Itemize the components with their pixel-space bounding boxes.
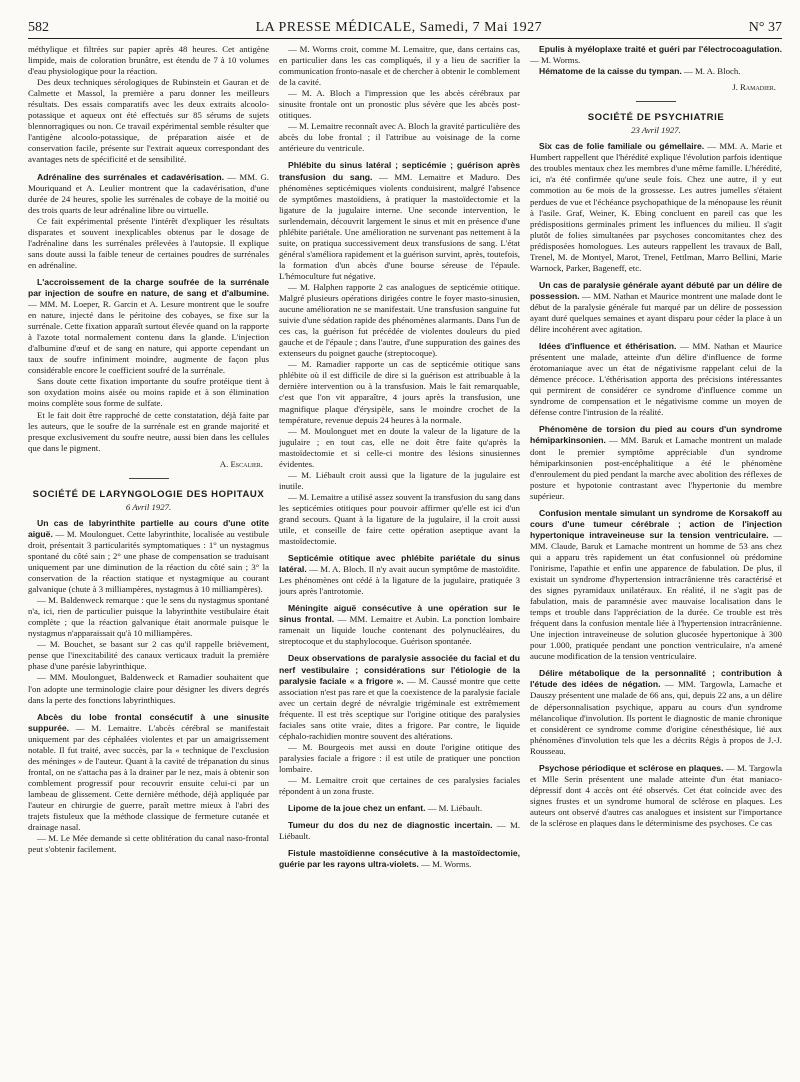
paragraph: — M. A. Bloch a l'impression que les abcès cérébraux par sinusite frontale ont un pronostic plus sévère que les abcès post-otitiques. (279, 88, 520, 121)
paragraph: Psychose périodique et sclérose en plaques. — M. Targowla et Mlle Serin présentent une malade atteinte d'un état maniaco-dépressif dont 4 accès ont été observés. Cet état coïncide avec des signes frustes et un syndrome humoral de sclérose en plaques. Les auteurs ont observé d'autres cas analogues et insistent sur l'importance de la sclérose en plaques dans le déterminisme des psychoses. Ce cas (530, 762, 782, 828)
paragraph: Un cas de labyrinthite partielle au cours d'une otite aiguë. — M. Moulonguet. Cette labyrinthite, localisée au vestibule droit, présentait 3 particularités symptomatiques : 1° un nystagmus spontané du côté sain ; 2° une phase de compensation se traduisant uniquement par une diminution de la réaction du côté sain ; 3° la conservation de la réaction statique et nystagmique au courant galvanique (chute à 3 milliampères, nystagmus à 10 milliampères). (28, 517, 269, 595)
paragraph-title: Adrénaline des surrénales et cadavérisation. (37, 171, 225, 182)
paragraph: L'accroissement de la charge soufrée de la surrénale par injection de soufre en nature, de sang et d'albumine. — MM. M. Loeper, R. Garcin et A. Lesure montrent que le soufre en nature, injecté dans le péritoine des cobayes, se fixe sur la surrénale. Cette fixation apparaît surtout élevée quand on la rapporte à l'azote total normalement contenu dans la glande. L'injection d'albumine d'œuf et de sang en nature, qui apporte cependant un taux de soufre infiniment moindre, augmente de façon plus considérable encore le coefficient soufré de la surrénale. (28, 276, 269, 376)
paragraph: Ce fait expérimental présente l'intérêt d'expliquer les résultats disparates et souvent inexplicables obtenus par le dosage de l'adrénaline dans les surrénales prélevées à l'autopsie. Il explique sans doute aussi la faible teneur de certaines poudres de surrénales en adrénaline. (28, 215, 269, 270)
paragraph: Deux observations de paralysie associée du facial et du nerf vestibulaire ; considérations sur l'étiologie de la paralysie faciale « a frigore ». — M. Caussé montre que cette association n'est pas rare et que la coexistence de la paralysie faciale avec un certain degré de névralgie trigéminale est extrêmement fréquente. Il est très sceptique sur l'origine otitique des paralysies faciales sans otite vraie, dites a frigore. Par contre, le liquide céphalo-rachidien montre souvent des altérations. (279, 653, 520, 741)
page-header (28, 14, 782, 36)
paragraph-title: Phénomène de torsion du pied au cours d'un syndrome hémiparkinsonien. (530, 424, 782, 446)
paragraph: — M. Worms croit, comme M. Lemaitre, que, dans certains cas, en particulier dans les cas compliqués, il y a lieu de sacrifier la communication fronto-nasale et de chercher à obtenir le comblement de la cavité. (279, 44, 520, 88)
paragraph-title: Abcès du lobe frontal consécutif à une sinusite suppurée. (28, 711, 269, 733)
paragraph: Phénomène de torsion du pied au cours d'un syndrome hémiparkinsonien. — MM. Baruk et Lamache montrent un malade dont le premier symptôme appréciable d'un syndrome hémiparkinsonien post-encéphalitique a été le phénomène d'enroulement du pied pendant la marche avec abolition des réflexes de posture et hypotonie contrastant avec l'hypertonie du membre supérieur. (530, 424, 782, 501)
paragraph: — M. Bourgeois met aussi en doute l'origine otitique des paralysies faciale a frigore : il est utile de pratiquer une ponction lombaire. (279, 741, 520, 774)
paragraph: — M. Moulonguet met en doute la valeur de la ligature de la jugulaire ; en tout cas, elle ne doit être faite qu'après la mastoïdectomie et si celle-ci montre des lésions sinusiennes évidentes. (279, 425, 520, 469)
paragraph: Adrénaline des surrénales et cadavérisation. — MM. G. Mouriquand et A. Leulier montrent que la cadavérisation, d'une durée de 24 heures, spolie les surrénales de cobaye de la moitié ou des trois quarts de leur adrénaline libre ou virtuelle. (28, 171, 269, 215)
paragraph: méthylique et filtrées sur papier après 48 heures. Cet antigène limpide, mais de coloration brunâtre, est étendu de 7 à 10 volumes d'eau physiologique pour la réaction. (28, 44, 269, 77)
paragraph: — M. Lemaitre a utilisé assez souvent la transfusion du sang dans les septicémies otitiques pour pouvoir affirmer qu'elle est ici d'un grand secours. Quant à la ligature de la jugulaire, il la croit aussi utile, et conseille de faire cette opération aseptique avant la mastoïdectomie. (279, 491, 520, 547)
section-date: 6 Avril 1927. (125, 501, 172, 512)
paragraph: Abcès du lobe frontal consécutif à une sinusite suppurée. — M. Lemaitre. L'abcès cérébral se manifestait uniquement par des céphalées violentes et par un amaigrissement notable. Il fut traité, avec succès, par la « technique de l'exclusion des méninges » de l'auteur. Quant à la cavité de trépanation du sinus frontal, on ne s'attacha pas à la drainer par le nez, mais à obtenir son comblement progressif pour recouvrir ensuite celui-ci par un lambeau de glissement. Cette dernière méthode, déjà appliquée par l'auteur en chirurgie de guerre, paraît mettre mieux à l'abri des trajets fistuleux que la méthode classique de fermeture cutanée et drainage nasal. (28, 711, 269, 833)
paragraph-title: Confusion mentale simulant un syndrome de Korsakoff au cours d'une tumeur cérébrale ; action de l'injection hypertonique intraveineuse sur la tension ventriculaire. (530, 507, 782, 540)
paragraph: Septicémie otitique avec phlébite pariétale du sinus latéral. — M. A. Bloch. Il n'y avait aucun symptôme de mastoïdite. Les phénomènes ont cédé à la ligature de la jugulaire, pratiquée 3 jours après l'antrotomie. (279, 553, 520, 597)
section-date: 23 Avril 1927. (631, 125, 681, 136)
paragraph-title: Phlébite du sinus latéral ; septicémie ; guérison après transfusion du sang. (279, 160, 520, 182)
paragraph: — M. Baldenweck remarque : que le sens du nystagmus spontané n'a, ici, rien de particulier puisque la labyrinthite vestibulaire était complète ; que la réaction galvanique était anormale puisque le nystagmus n'apparaissait qu'à 10 milliampères. (28, 595, 269, 639)
paragraph: Et le fait doit être rapproché de cette constatation, déjà faite par les auteurs, que le soufre de la surrénale est en grande majorité et presque exclusivement du soufre neutre, aussi bien dans les cellules que dans le pigment. (28, 409, 269, 453)
author-signature: J. Ramadier. (732, 82, 776, 93)
paragraph-title: L'accroissement de la charge soufrée de la surrénale par injection de soufre en nature, de sang et d'albumine. (28, 276, 269, 298)
paragraph-title: Un cas de paralysie générale ayant débuté par un délire de possession. (530, 279, 782, 301)
paragraph-title: Lipome de la joue chez un enfant. (288, 803, 426, 814)
paragraph: — M. Ramadier rapporte un cas de septicémie otitique sans phlébite où il est difficile de dire si la guérison est attribuable à la dernière intervention ou à la transfusion. Mais le fait remarquable, c'est que l'on vit apparaître, 4 jours après la transfusion, une magnifique plaque d'érysipèle, sans le moindre crochet de la température, revenue depuis 24 heures à la normale. (279, 359, 520, 425)
paragraph-title: Psychose périodique et sclérose en plaques. (539, 762, 724, 773)
paragraph-title: Un cas de labyrinthite partielle au cours d'une otite aiguë. (28, 517, 269, 539)
paragraph-title: Epulis à myéloplaxe traité et guéri par l'électrocoagulation. (539, 44, 782, 54)
separator (636, 101, 676, 102)
author-signature: A. Escalier. (219, 458, 263, 469)
journal-title: LA PRESSE MÉDICALE (255, 20, 412, 35)
column-3 (530, 44, 782, 1074)
paragraph: — M. Bouchet, se basant sur 2 cas qu'il rappelle brièvement, pense que l'inexcitabilité des canaux verticaux traduit la première phase d'une parésie labyrinthique. (28, 639, 269, 672)
paragraph: — M. Liébault croit aussi que la ligature de la jugulaire est inutile. (279, 469, 520, 491)
paragraph: Lipome de la joue chez un enfant. — M. Liébault. (288, 803, 483, 814)
paragraph: Des deux techniques sérologiques de Rubinstein et Gauran et de Calmette et Massol, la première a paru donner les meilleurs résultats. Des essais comparatifs avec les deux extraits alcoolo-potassique et aqueux ont été effectués sur 85 sérums de sujets blennorragiques ou non. Ce travail expérimental semble résulter que l'antigène alcoolo-potassique, de préparation aisée et de conservation facile, présente sur l'extrait aqueux correspondant des avantages nets de spécificité et de sensibilité. (28, 77, 269, 165)
paragraph: Tumeur du dos du nez de diagnostic incertain. — M. Liébault. (279, 820, 520, 842)
issue-number: N° 37 (748, 20, 782, 35)
separator (129, 478, 169, 479)
running-title: LA PRESSE MÉDICALE, Samedi, 7 Mai 1927 (255, 20, 543, 35)
paragraph: Confusion mentale simulant un syndrome de Korsakoff au cours d'une tumeur cérébrale ; action de l'injection hypertonique intraveineuse sur la tension ventriculaire. — MM. Claude, Baruk et Lamache montrent un homme de 53 ans chez qui a apparu très rapidement un état confusionnel où prédomine l'onirisme, l'apathie et enfin une apparence de fabulation. De plus, il existait un syndrome d'hypertension intracrânienne très caractérisé et des signes pyramidaux unilatéraux. En réalité, il ne s'agit pas de fabulation, mais de paramnésie avec mauvaise localisation dans le temps et trouble dans l'appréciation de la durée. Ce trouble est très fréquent dans la confusion mentale liée à l'hypertension intracrânienne. Une injection intraveineuse de solution glucosée hypertonique à 300 pour 1.000, pratiquée pendant une ponction ventriculaire, n'a amené aucune modification de la tension ventriculaire. (530, 507, 782, 662)
paragraph-title: Tumeur du dos du nez de diagnostic incertain. (288, 820, 493, 831)
section-heading: SOCIÉTÉ DE LARYNGOLOGIE DES HOPITAUX (32, 488, 265, 500)
paragraph-title: Méningite aiguë consécutive à une opération sur le sinus frontal. (279, 603, 520, 625)
paragraph-title: Délire métabolique de la personnalité ; contribution à l'étude des idées de négation. (530, 668, 782, 690)
paragraph-title: Fistule mastoïdienne consécutive à la mastoïdectomie, guérie par les rayons ultra-violets. (279, 848, 520, 870)
paragraph-title: Septicémie otitique avec phlébite pariétale du sinus latéral. (279, 553, 520, 575)
paragraph: Idées d'influence et éthérisation. — MM. Nathan et Maurice présentent une malade, atteinte d'un délire d'influence de forme érotomaniaque avec un état de négativisme rappelant celui de la démence précoce. L'éthérisation apporta des précisions intéressantes qui permirent de considérer ce syndrome d'influence comme un syndrome de compensation et le négativisme comme un moyen de défense contre l'intrusion de la réalité. (530, 341, 782, 418)
paragraph: Phlébite du sinus latéral ; septicémie ; guérison après transfusion du sang. — MM. Lemaitre et Maduro. Des phénomènes septicémiques violents conduisirent, malgré l'absence de symptômes mastoïdiens, à pratiquer la mastoïdectomie et la ligature de la jugulaire interne. Une seconde intervention, le surlendemain, découvrit largement le sinus et mit en présence d'une phlébite pariétale. Une amélioration ne survenant pas nettement à la suite, on pratiqua successivement deux transfusions de sang. L'état général s'améliora rapidement et la guérison survint, après, toutefois, la formation d'un abcès d'une bourse séreuse de l'épaule. L'hémoculture fut négative. (279, 160, 520, 281)
header-rule (28, 38, 782, 39)
paragraph-title: Six cas de folie familiale ou gémellaire. (539, 141, 705, 152)
section-heading: SOCIÉTÉ DE PSYCHIATRIE (587, 112, 725, 124)
paragraph-title: Deux observations de paralysie associée du facial et du nerf vestibulaire ; considérations sur l'étiologie de la paralysie faciale « a frigore ». (279, 653, 520, 686)
paragraph: Hématome de la caisse du tympan. — M. A. Bloch. (539, 66, 741, 77)
paragraph: — M. Halphen rapporte 2 cas analogues de septicémie otitique. Malgré plusieurs opérations dirigées contre le foyer masto-sinusien, aucune amélioration ne se manifestait. Une transfusion sanguine fut suivie d'une sédation rapide des phénomènes alarmants. Dans l'un de ces cas, la guérison fut précédée de violentes douleurs du pied gauche et de l'épaule ; dans l'autre, d'une suppuration des gaines des extenseurs du poignet gauche (streptocoque). (279, 281, 520, 359)
paragraph: Epulis à myéloplaxe traité et guéri par l'électrocoagulation. — M. Worms. (530, 44, 782, 66)
paragraph-title: Idées d'influence et éthérisation. (539, 341, 677, 352)
paragraph: Méningite aiguë consécutive à une opération sur le sinus frontal. — MM. Lemaitre et Aubin. La ponction lombaire ramenait un liquide louche contenant des polynucléaires, du streptocoque et du staphylocoque. Guérison spontanée. (279, 603, 520, 647)
paragraph: — MM. Moulonguet, Baldenweck et Ramadier souhaitent que l'on adopte une terminologie claire pour désigner les divers degrés dans la perte des fonctions labyrinthiques. (28, 672, 269, 705)
paragraph-title: Hématome de la caisse du tympan. (539, 66, 682, 77)
column-1 (28, 44, 269, 1074)
paragraph: Sans doute cette fixation importante du soufre protéique tient à son oxydation moins aisée ou moins rapide et à son élimination moins complète sous forme de sulfate. (28, 376, 269, 409)
paragraph: Délire métabolique de la personnalité ; contribution à l'étude des idées de négation. — MM. Targowla, Lamache et Dauszy présentent une malade de 66 ans, qui, depuis 22 ans, a un délire de dépersonnalisation psychique, apparu au cours d'un syndrome mélancolique d'involution. Ils portent le diagnostic de manie chronique et considèrent ce syndrome comme d'origine cénesthésique, lié aux phénomènes d'involution tels que les a décrits Régis à propos de J.-J. Rousseau. (530, 668, 782, 756)
paragraph: — M. Lemaitre reconnaît avec A. Bloch la gravité particulière des abcès du lobe frontal ; il l'attribue au voisinage de la corne antérieure du ventricule. (279, 121, 520, 154)
paragraph: — M. Le Mée demande si cette oblitération du canal naso-frontal peut s'obtenir facilement. (28, 833, 269, 855)
paragraph: — M. Lemaitre croit que certaines de ces paralysies faciales répondent à un zona fruste. (279, 775, 520, 797)
paragraph: Un cas de paralysie générale ayant débuté par un délire de possession. — MM. Nathan et Maurice montrent une malade dont le début de la paralysie générale fut marqué par un délire de possession ayant duré quelques semaines et ayant disparu pour céder la place à un délire incohérent avec agitation. (530, 279, 782, 335)
issue-date: Samedi, 7 Mai 1927 (419, 20, 543, 35)
column-2 (279, 44, 520, 1074)
page-number: 582 (28, 20, 49, 35)
paragraph: Six cas de folie familiale ou gémellaire. — MM. A. Marie et Humbert rappellent que l'hérédité explique l'évolution parfois identique des troubles mentaux chez les membres d'une même famille. L'hérédité, ici, n'a été confirmée qu'une seule fois. Chez une autre, il y eut commotion au 6e mois de la grossesse. Les autres jumelles s'étaient perdues de vue et l'échéance psychopathique de la ménopause les réunit à l'asile. Graf, Weiner, K. Ebing concluent en pareil cas que les prédispositions germinales priment les influences du milieu. Il s'agit plutôt de folies simultanées par psychoses concomitantes chez des prédisposées homologues. Les auteurs rappellent les travaux de Ball, Trenel, M. de Montyel, Marot, Trenel, Fettlman, Marro Bellini, Marie Warnock, Parker, Bageneff, etc. (530, 141, 782, 273)
paragraph: Fistule mastoïdienne consécutive à la mastoïdectomie, guérie par les rayons ultra-violets. — M. Worms. (279, 848, 520, 870)
